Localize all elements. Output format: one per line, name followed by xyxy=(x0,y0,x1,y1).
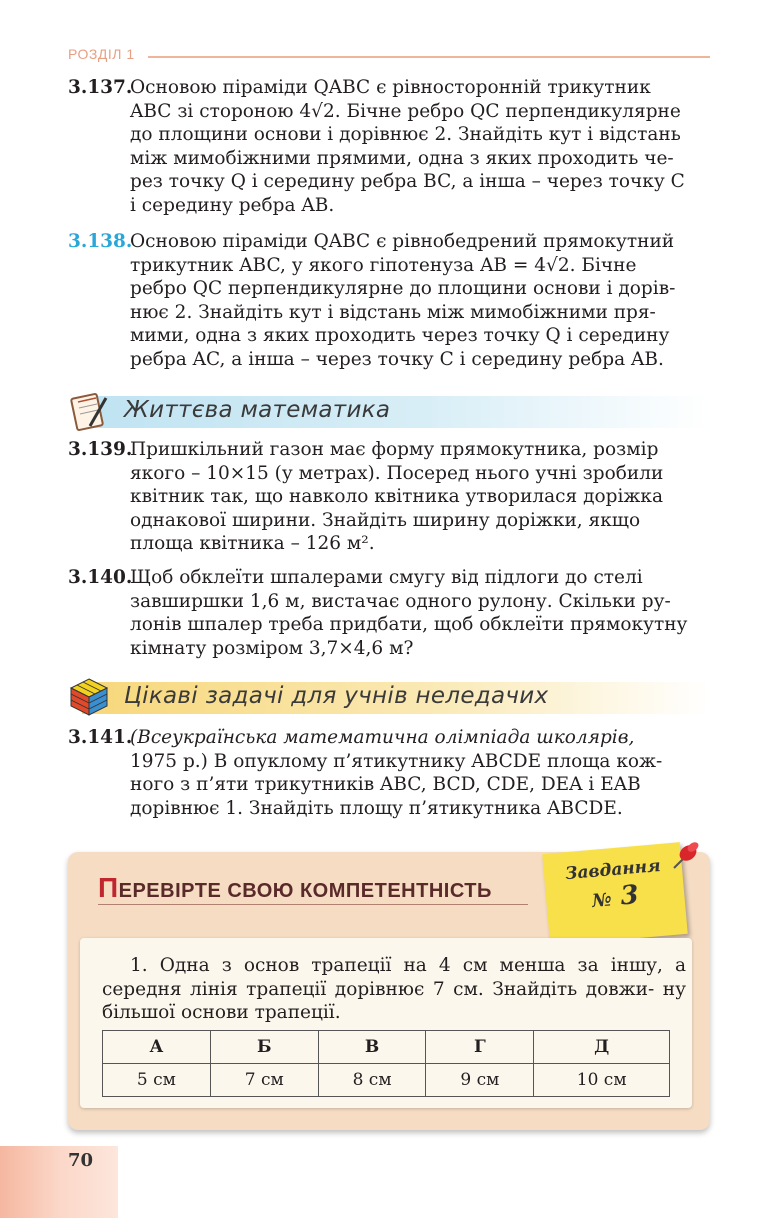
answer-option-label: Б xyxy=(210,1031,318,1064)
pushpin-icon xyxy=(664,836,704,876)
problem-3-139 xyxy=(68,438,710,556)
problem-number: 3.139. xyxy=(68,439,133,460)
text-line: 1. Одна з основ трапеції на 4 см менша за іншу, а xyxy=(130,955,686,976)
text-line: (Всеукраїнська математична олімпіада школярів, xyxy=(130,727,635,748)
title-rest: ЕРЕВІРТЕ СВОЮ КОМПЕТЕНТНІСТЬ xyxy=(118,880,492,902)
text-line: 1975 р.) В опуклому п’ятикутнику ABCDE площа кож- xyxy=(130,750,663,772)
sticky-label: Завдання xyxy=(564,855,662,885)
text-line: дорівнює 1. Знайдіть площу п’ятикутника ABCDE. xyxy=(130,797,623,819)
number-sign: № xyxy=(591,889,613,912)
problem-3-141 xyxy=(68,726,710,820)
title-underline xyxy=(98,904,528,905)
answer-header-row xyxy=(103,1031,670,1064)
text-line: якого – 10×15 (у метрах). Посеред нього учні зробили xyxy=(130,462,664,484)
text-line: кімнату розміром 3,7×4,6 м? xyxy=(130,637,414,659)
interesting-problems-banner xyxy=(68,676,710,716)
text-line: площа квітника – 126 м². xyxy=(130,533,375,555)
text-line: і середину ребра AB. xyxy=(130,194,335,216)
text-line: до площини основи і дорівнює 2. Знайдіть кут і відстань xyxy=(130,124,681,146)
answer-option-label: Г xyxy=(426,1031,534,1064)
text-line: ребра AC, а інша – через точку C і середину ребра AB. xyxy=(130,348,664,370)
text-line: Пришкільний газон має форму прямокутника, розмір xyxy=(130,439,659,460)
text-line: ABC зі стороною 4√2. Бічне ребро QC перпендикулярне xyxy=(130,100,681,122)
competence-title xyxy=(98,872,492,904)
answer-option-value: 10 см xyxy=(534,1064,670,1097)
page-number-box xyxy=(0,1146,118,1218)
life-math-banner xyxy=(68,390,710,430)
answer-option-label: В xyxy=(318,1031,426,1064)
problem-number: 3.137. xyxy=(68,77,133,98)
header-rule xyxy=(148,56,710,58)
answer-table xyxy=(102,1030,670,1097)
text-line: Основою піраміди QABC є рівносторонній трикутник xyxy=(130,77,651,98)
problem-number: 3.138. xyxy=(68,231,133,252)
task-text xyxy=(102,954,686,1025)
task-card xyxy=(80,938,692,1108)
banner-title: Життєва математика xyxy=(124,397,391,423)
problem-3-140 xyxy=(68,566,710,660)
page-number: 70 xyxy=(68,1150,94,1171)
text-line: ребро QC перпендикулярне до площини основи і дорів- xyxy=(130,278,676,300)
text-line: трикутник ABC, у якого гіпотенуза AB = 4√2. Бічне xyxy=(130,254,637,276)
answer-option-value: 5 см xyxy=(103,1064,211,1097)
page-header xyxy=(68,44,710,64)
problem-3-138 xyxy=(68,230,710,372)
text-line: Основою піраміди QABC є рівнобедрений прямокутний xyxy=(130,231,675,252)
answer-option-label: Д xyxy=(534,1031,670,1064)
answer-option-value: 9 см xyxy=(426,1064,534,1097)
text-line: однакової ширини. Знайдіть ширину доріжки, якщо xyxy=(130,509,641,531)
problem-3-137 xyxy=(68,76,710,218)
answer-option-value: 8 см xyxy=(318,1064,426,1097)
answer-option-label: А xyxy=(103,1031,211,1064)
text-line: нює 2. Знайдіть кут і відстань між мимобіжними пря- xyxy=(130,301,656,323)
text-line: Щоб обклеїти шпалерами смугу від підлоги до стелі xyxy=(130,567,643,588)
text-line: рез точку Q і середину ребра BC, а інша – через точку C xyxy=(130,171,685,193)
task-number: 3 xyxy=(619,880,640,912)
text-line: ного з п’яти трикутників ABC, BCD, CDE, DEA і EAB xyxy=(130,774,641,796)
title-initial: П xyxy=(98,872,119,903)
problem-number: 3.140. xyxy=(68,567,133,588)
problem-number: 3.141. xyxy=(68,727,133,748)
text-line: завширшки 1,6 м, вистачає одного рулону. Скільки ру- xyxy=(130,590,671,612)
rubiks-cube-icon xyxy=(68,676,110,718)
text-line: між мимобіжними прямими, одна з яких проходить че- xyxy=(130,147,674,169)
text-line: ну більшої основи трапеції. xyxy=(102,978,686,1024)
section-label: РОЗДІЛ 1 xyxy=(68,46,135,62)
text-line: мими, одна з яких проходить через точку Q і середину xyxy=(130,325,670,347)
text-line: середня лінія трапеції дорівнює 7 см. Знайдіть довжи- xyxy=(102,978,655,1000)
answer-values-row xyxy=(103,1064,670,1097)
text-line: лонів шпалер треба придбати, щоб обклеїти прямокутну xyxy=(130,614,688,636)
banner-title: Цікаві задачі для учнів неледачих xyxy=(124,683,549,709)
text-line: квітник так, що навколо квітника утворилася доріжка xyxy=(130,486,663,508)
notebook-icon xyxy=(68,390,110,432)
answer-option-value: 7 см xyxy=(210,1064,318,1097)
